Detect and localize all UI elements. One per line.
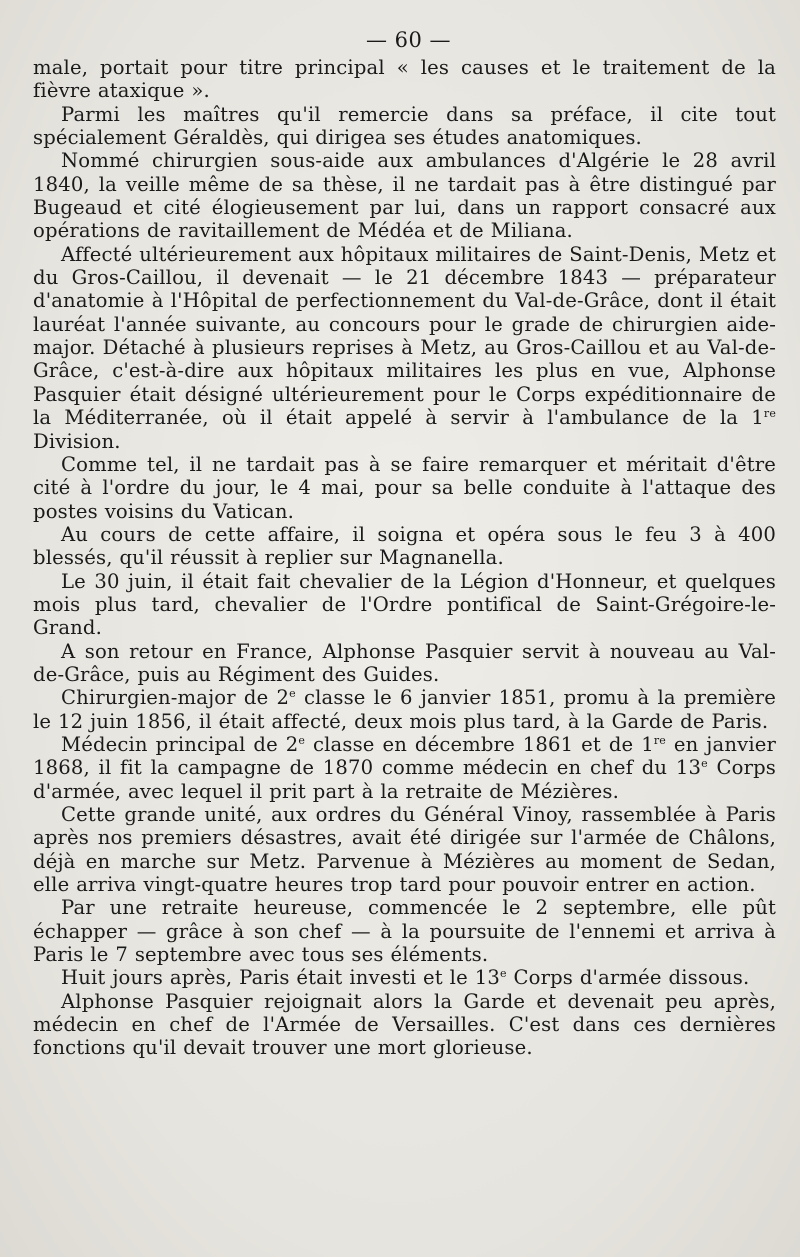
paragraph: Cette grande unité, aux ordres du Général Vinoy, rassemblée à Paris après nos premiers désastres, avait été dirigée sur l'armée de Châlons, déjà en marche sur Metz. Parvenue à Mézières au moment de Sedan, elle arriva vingt-quatre heures trop tard pour pouvoir entrer en action. bbox=[33, 803, 776, 897]
paragraph: Au cours de cette affaire, il soigna et opéra sous le feu 3 à 400 blessés, qu'il réussit à replier sur Magnanella. bbox=[33, 522, 776, 570]
paragraph: Nommé chirurgien sous-aide aux ambulances d'Algérie le 28 avril 1840, la veille même de sa thèse, il ne tardait pas à être distingué par Bugeaud et cité élogieusement par lui, dans un rapport consacré aux opérations de ravitaillement de Médéa et de Miliana. bbox=[33, 149, 776, 243]
paragraph: A son retour en France, Alphonse Pasquier servit à nouveau au Val-de-Grâce, puis au Régiment des Guides. bbox=[33, 639, 776, 686]
body-text bbox=[33, 56, 776, 1060]
paragraph: Huit jours après, Paris était investi et le 13e Corps d'armée dissous. bbox=[61, 966, 750, 990]
paragraph: Alphonse Pasquier rejoignait alors la Garde et devenait peu après, médecin en chef de l'Armée de Versailles. C'est dans ces dernières fonctions qu'il devait trouver une mort glorieuse. bbox=[33, 989, 776, 1060]
paragraph: Le 30 juin, il était fait chevalier de la Légion d'Honneur, et quelques mois plus tard, chevalier de l'Ordre pontifical de Saint-Grégoire-le-Grand. bbox=[33, 569, 776, 640]
paragraph: Chirurgien-major de 2e classe le 6 janvier 1851, promu à la première le 12 juin 1856, il était affecté, deux mois plus tard, à la Garde de Paris. bbox=[33, 686, 776, 733]
paragraph: Médecin principal de 2e classe en décembre 1861 et de 1re en janvier 1868, il fit la campagne de 1870 comme médecin en chef du 13e Corps d'armée, avec lequel il prit part à la retraite de Mézières. bbox=[33, 732, 776, 803]
page-number: — 60 — bbox=[365, 28, 452, 52]
paragraph: male, portait pour titre principal « les causes et le traitement de la fièvre ataxique ». bbox=[33, 56, 776, 103]
paragraph: Parmi les maîtres qu'il remercie dans sa préface, il cite tout spécialement Géraldès, qui dirigea ses études anatomiques. bbox=[33, 102, 776, 150]
paragraph: Affecté ultérieurement aux hôpitaux militaires de Saint-Denis, Metz et du Gros-Caillou, il devenait — le 21 décembre 1843 — préparateur d'anatomie à l'Hôpital de perfectionnement du Val-de-Grâce, dont il était lauréat l'année suivante, au concours pour le grade de chirurgien aide-major. Détaché à plusieurs reprises à Metz, au Gros-Caillou et au Val-de-Grâce, c'est-à-dire aux hôpitaux militaires les plus en vue, Alphonse Pasquier était désigné ultérieurement pour le Corps expéditionnaire de la Méditerranée, où il était appelé à servir à l'ambulance de la 1re Division. bbox=[33, 242, 776, 453]
paragraph: Par une retraite heureuse, commencée le 2 septembre, elle pût échapper — grâce à son chef — à la poursuite de l'ennemi et arriva à Paris le 7 septembre avec tous ses éléments. bbox=[33, 896, 776, 967]
paragraph: Comme tel, il ne tardait pas à se faire remarquer et méritait d'être cité à l'ordre du jour, le 4 mai, pour sa belle conduite à l'attaque des postes voisins du Vatican. bbox=[33, 452, 776, 523]
